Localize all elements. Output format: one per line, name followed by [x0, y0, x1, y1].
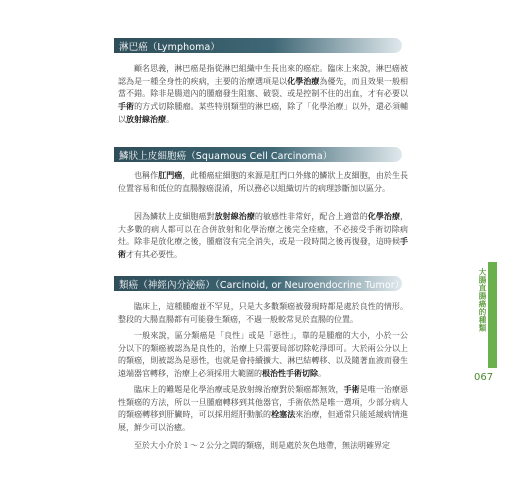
- emphasis-text: 化學治療: [287, 76, 320, 86]
- text-run: 的方式切除腫瘤。某些特別類型的淋巴癌，除了「化學治療」以外，還必須輔以: [118, 102, 409, 124]
- section-title: 鱗狀上皮細胞癌（Squamous Cell Carcinoma）: [119, 150, 333, 162]
- paragraph: [118, 384, 408, 435]
- chapter-tab-stripe: [488, 262, 497, 368]
- paragraph: [118, 301, 408, 326]
- section-header-scc: [114, 147, 402, 162]
- emphasis-text: 手術: [118, 237, 408, 260]
- text-run: 是唯一治療惡性類癌的方法，所以一旦腫瘤轉移到其他器官，手術依然是唯一選項，少部分病人的類癌轉移到肝臟時，可以採用經肝動脈的: [118, 385, 409, 420]
- text-run: 的敏感性非常好，配合上適當的: [254, 212, 368, 221]
- paragraph: [118, 63, 408, 127]
- text-run: ，此種癌症細胞的來源是肛門口外緣的鱗狀上皮細胞，由於生長位置容易和低位的直腸腺癌混淆，所以務必以組織切片的病理診斷加以區分。: [118, 171, 409, 193]
- text-run: 一般來說，區分類癌是「良性」或是「惡性」，靠的是腫瘤的大小，小於一公分以下的類癌被認為是良性的，治療上只需要局部切除乾淨即可。大於兩公分以上的類癌，則被認為是惡性，也就是會持續擴大、淋巴結轉移、以及隨著血液而發生遠端器官轉移，治療上必須採用大範圍的: [118, 331, 408, 379]
- text-run: 顧名思義，淋巴癌是指從淋巴組織中生長出來的癌症。臨床上來說，淋巴癌被認為是一種全身性的疾病，主要的治療選項是以: [118, 64, 408, 86]
- text-run: 為優先，而且效果一般相當不錯。除非是腸道內的腫瘤發生阻塞、破裂、或是控制不住的出血，才有必要以: [118, 76, 409, 99]
- emphasis-text: 放射線治療: [214, 212, 255, 221]
- text-run: 臨床上的難題是化學治療或是放射線治療對於類癌都無效，: [134, 385, 344, 394]
- text-run: 來治療，但通常只能延緩病情進展，鮮少可以治癒。: [118, 410, 409, 433]
- emphasis-text: 肛門癌: [158, 171, 183, 180]
- text-run: 因為鱗狀上皮細胞癌對: [134, 212, 215, 221]
- emphasis-text: 手術: [343, 385, 360, 394]
- section-title: 類癌（神經內分泌癌）（Carcinoid, or Neuroendocrine Tumor）: [119, 279, 405, 291]
- text-run: 。: [166, 114, 174, 124]
- paragraph: [118, 440, 408, 453]
- page-number: 067: [474, 372, 494, 383]
- text-run: 臨床上，這種腫瘤並不罕見，只是大多數類癌被發現時都是處於良性的情形。整段的大腸直腸都有可能發生類癌，不過一般較常見於直腸的位置。: [118, 302, 408, 324]
- chapter-tab-label: 大腸直腸癌的種類: [478, 268, 487, 332]
- emphasis-text: 放射線治療: [126, 114, 166, 124]
- emphasis-text: 根治性手術切除: [262, 369, 318, 379]
- chapter-side-tab: [478, 262, 500, 380]
- section-header-lymphoma: [114, 38, 402, 53]
- text-run: 也稱作: [134, 171, 159, 180]
- text-run: 才有其必要性。: [126, 250, 182, 260]
- section-header-carcinoid: [114, 276, 405, 291]
- emphasis-text: 栓塞法: [271, 410, 296, 420]
- section-title: 淋巴癌（Lymphoma）: [119, 41, 221, 53]
- text-run: 。: [318, 369, 326, 379]
- emphasis-text: 化學治療: [367, 212, 401, 221]
- paragraph: [118, 170, 408, 195]
- text-run: 至於大小介於１～２公分之間的類癌，則是處於灰色地帶，無法明確界定: [134, 441, 390, 450]
- paragraph: [118, 211, 408, 262]
- text-run: ，大多數的病人都可以在合併放射和化學治療之後完全痊癒，不必接受手術切除病灶。除非是放化療之後，腫瘤沒有完全消失，或是一段時間之後再復發，這時候: [118, 212, 409, 247]
- paragraph: [118, 330, 408, 381]
- emphasis-text: 手術: [118, 102, 135, 112]
